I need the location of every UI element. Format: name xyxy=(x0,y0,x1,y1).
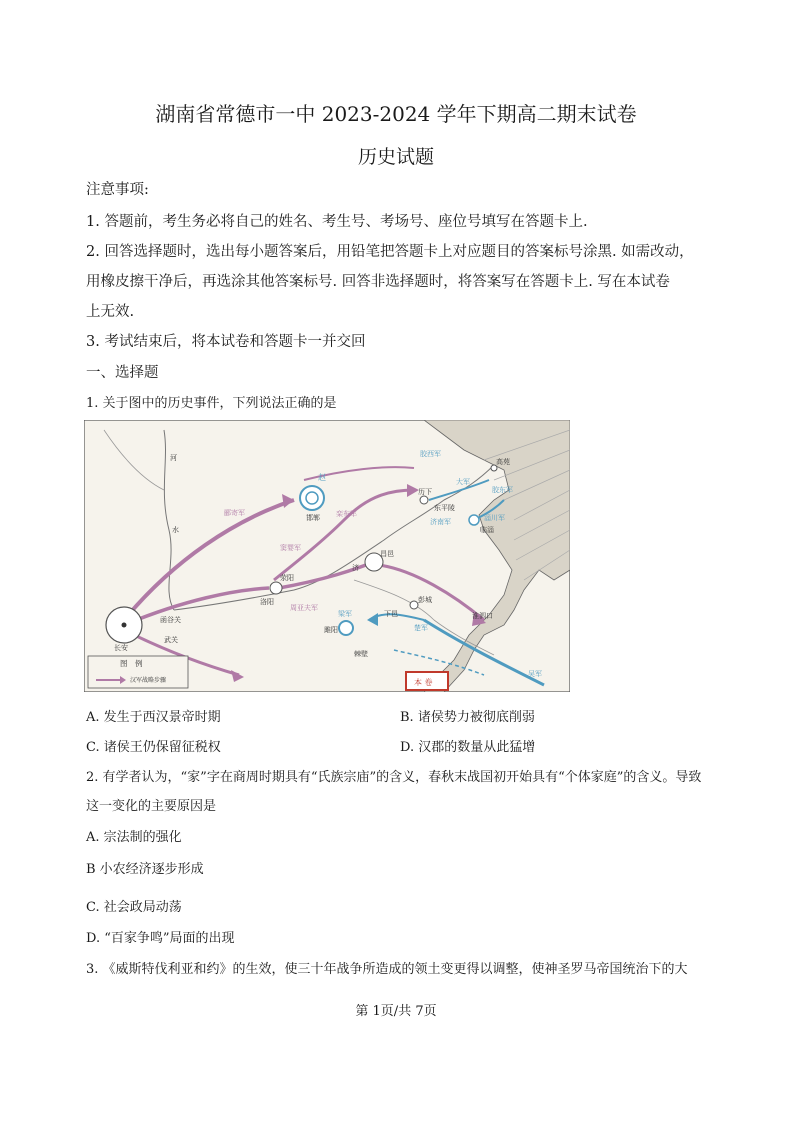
city-pengcheng xyxy=(410,601,418,609)
label-handan: 邯郸 xyxy=(306,514,320,522)
label-river-ji: 济 xyxy=(352,564,359,572)
history-map xyxy=(84,420,570,692)
note-item-2-line-1: 2. 回答选择题时，选出每小题答案后，用铅笔把答题卡上对应题目的答案标号涂黑. 如需改动， xyxy=(86,244,694,260)
label-zichuan-army: 淄川军 xyxy=(484,514,505,522)
label-chu-army: 楚军 xyxy=(414,624,428,632)
note-item-1: 1. 答题前，考生务必将自己的姓名、考生号、考场号、座位号填写在答题卡上. xyxy=(86,214,588,230)
note-item-3: 3. 考试结束后，将本试卷和答题卡一并交回 xyxy=(86,334,366,350)
label-linzi: 临淄 xyxy=(480,526,494,534)
label-pengcheng: 彭城 xyxy=(418,596,432,604)
city-lixia xyxy=(420,496,428,504)
q2-option-a: A. 宗法制的强化 xyxy=(86,830,182,845)
label-jixi: 棘壁 xyxy=(354,650,368,658)
label-xiayi: 下邑 xyxy=(384,610,398,618)
label-luoyang: 洛阳 xyxy=(260,598,274,606)
label-licheng-army: 郦寄军 xyxy=(224,509,245,517)
label-juyang: 雎阳 xyxy=(324,626,338,634)
legend-entry: 汉军战略步骤 xyxy=(130,677,167,684)
notes-heading: 注意事项: xyxy=(86,182,149,198)
section-heading: 一、选择题 xyxy=(86,365,159,381)
label-da-army: 大军 xyxy=(456,478,470,486)
exam-title: 湖南省常德市一中 2023-2024 学年下期高二期末试卷 xyxy=(155,102,637,126)
label-doying-army: 窦婴军 xyxy=(280,544,301,552)
label-jinan-army: 济南军 xyxy=(430,518,451,526)
city-linzi xyxy=(469,515,479,525)
city-juyang xyxy=(339,621,353,635)
label-zhao: 赵 xyxy=(318,473,326,482)
q2-stem-line-2: 这一变化的主要原因是 xyxy=(86,799,217,814)
map-stamp-text: 本 卷 xyxy=(414,678,433,687)
note-item-2-line-2: 用橡皮擦干净后，再选涂其他答案标号. 回答非选择题时，将答案写在答题卡上. 写在本试卷 xyxy=(86,274,670,290)
note-item-2-line-3: 上无效. xyxy=(86,304,135,320)
label-river-he: 河 xyxy=(170,454,177,462)
q2-option-d: D. “百家争鸣”局面的出现 xyxy=(86,931,235,946)
label-river-shui: 水 xyxy=(172,526,179,534)
city-luoyang xyxy=(270,582,282,594)
label-zhouyafu-army: 周亚夫军 xyxy=(290,604,318,612)
city-handan-inner xyxy=(306,492,318,504)
q1-option-c: C. 诸侯王仍保留征税权 xyxy=(86,740,221,755)
label-jiaoxi-army: 胶西军 xyxy=(420,450,441,458)
q3-stem-line-1: 3. 《威斯特伐利亚和约》的生效，使三十年战争所造成的领土变更得以调整，使神圣罗马帝国统治下的大 xyxy=(86,962,688,977)
label-gaoyuan: 高苑 xyxy=(496,458,510,466)
label-changyi: 昌邑 xyxy=(380,550,394,558)
q1-option-d: D. 汉郡的数量从此猛增 xyxy=(400,740,536,755)
q1-option-a: A. 发生于西汉景帝时期 xyxy=(86,710,221,725)
q2-option-c: C. 社会政局动荡 xyxy=(86,900,182,915)
label-luanbu-army: 栾布军 xyxy=(336,510,357,518)
q1-option-b: B. 诸侯势力被彻底削弱 xyxy=(400,710,535,725)
city-changan-dot xyxy=(122,623,127,628)
exam-subject: 历史试题 xyxy=(357,146,434,168)
label-huaisikou: 淮泗口 xyxy=(472,612,493,620)
label-xingyang: 荥阳 xyxy=(280,574,294,582)
label-changan: 长安 xyxy=(114,644,128,652)
legend-title: 图 例 xyxy=(120,659,143,668)
q2-option-b: B 小农经济逐步形成 xyxy=(86,862,204,877)
label-dongping: 东平陵 xyxy=(434,504,455,512)
label-hanguguan: 函谷关 xyxy=(160,616,181,624)
label-wu-army: 吴军 xyxy=(528,670,542,678)
q2-stem-line-1: 2. 有学者认为，“家”字在商周时期具有“氏族宗庙”的含义，春秋末战国初开始具有“个体家庭”的含义。导致 xyxy=(86,770,702,785)
label-liang-army: 梁军 xyxy=(338,610,352,618)
q1-stem: 1. 关于图中的历史事件，下列说法正确的是 xyxy=(86,396,337,411)
label-jiaodong-army: 胶东军 xyxy=(492,486,513,494)
label-wuguan: 武关 xyxy=(164,636,178,644)
label-lixia: 历下 xyxy=(418,488,432,496)
page-number: 第 1页/共 7页 xyxy=(355,1004,437,1019)
